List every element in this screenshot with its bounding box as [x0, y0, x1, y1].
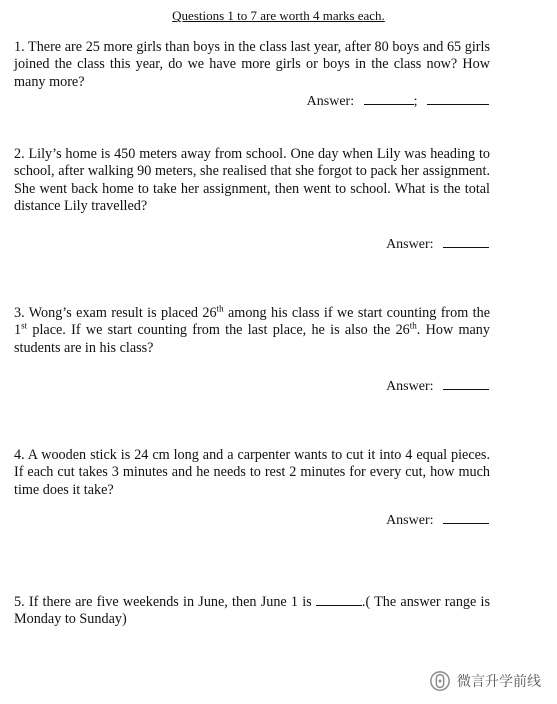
answer-blank[interactable] [443, 511, 489, 524]
answer-blank[interactable] [443, 235, 489, 248]
question-5-text: 5. If there are five weekends in June, then June 1 is [14, 594, 316, 610]
answer-label: Answer: [386, 237, 434, 252]
question-1 [14, 39, 490, 91]
question-4-text: 4. A wooden stick is 24 cm long and a carpenter wants to cut it into 4 equal pieces. If each cut takes 3 minutes and he needs to rest 2 minutes for every cut, how much time does it take? [14, 447, 490, 498]
question-4-answer [386, 511, 489, 529]
answer-blank[interactable] [316, 593, 362, 606]
answer-blank[interactable] [427, 92, 489, 105]
ordinal-suffix: st [21, 320, 28, 331]
question-1-text: 1. There are 25 more girls than boys in the class last year, after 80 boys and 65 girls joined the class this year, do we have more girls or boys in the class now? How many more? [14, 39, 490, 90]
question-2-answer [386, 235, 489, 253]
question-2-text: 2. Lily’s home is 450 meters away from school. One day when Lily was heading to school, after walking 90 meters, she realised that she forgot to pack her assignment. She went back home to take her assignment, then went to school. What is the total distance Lily travelled? [14, 146, 490, 214]
answer-label: Answer: [306, 94, 355, 109]
watermark [429, 670, 541, 692]
question-3-text: . How many students are in his class? [14, 322, 490, 356]
question-4 [14, 447, 490, 499]
question-3 [14, 305, 490, 357]
question-3-answer [386, 377, 489, 395]
instructions-header: Questions 1 to 7 are worth 4 marks each. [172, 8, 385, 23]
question-3-text: 3. Wong’s exam result is placed 26 [14, 305, 217, 321]
question-3-text: place. If we start counting from the last place, he is also the 26 [27, 322, 410, 339]
question-5-text: .( The answer range is Monday to Sunday) [14, 594, 490, 628]
answer-label: Answer: [386, 513, 434, 528]
ordinal-suffix: th [216, 303, 224, 314]
wechat-official-account-icon [429, 670, 451, 692]
question-2 [14, 146, 490, 215]
answer-separator: ; [413, 94, 418, 109]
watermark-text: 微言升学前线 [457, 674, 541, 690]
question-1-answer [307, 92, 489, 110]
question-3-text: among his class if we start counting from the 1 [14, 305, 490, 339]
question-5 [14, 593, 490, 629]
answer-blank[interactable] [364, 92, 414, 105]
ordinal-suffix: th [409, 320, 417, 331]
answer-blank[interactable] [443, 377, 489, 390]
answer-label: Answer: [386, 379, 434, 394]
